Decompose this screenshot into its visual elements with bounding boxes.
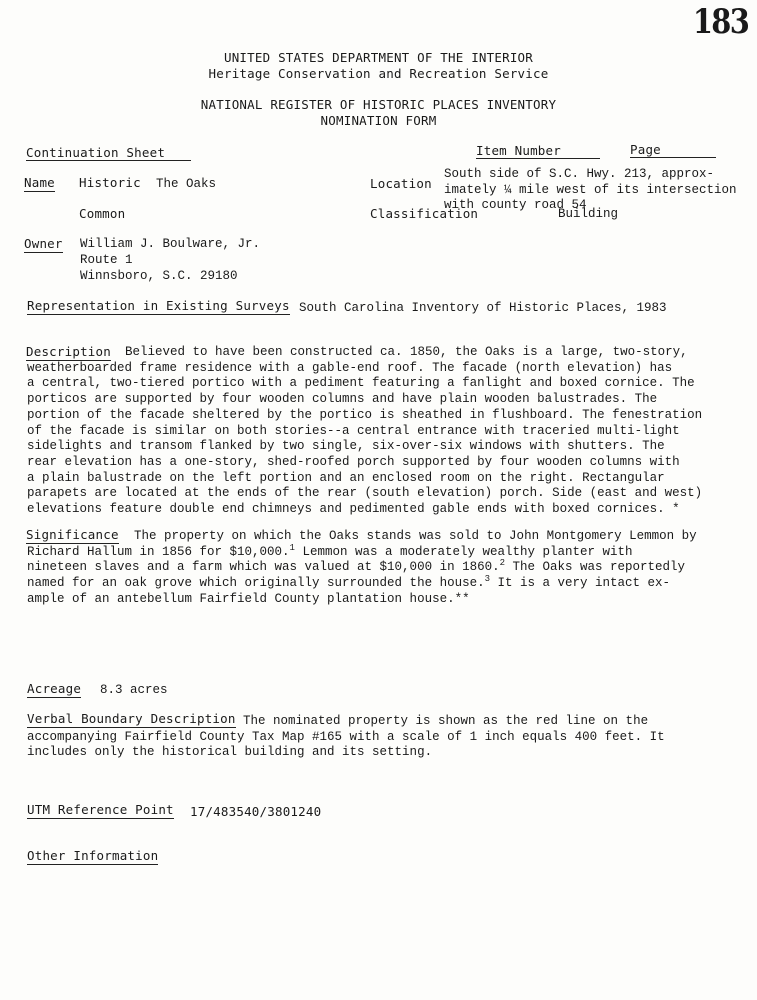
location-line-1: South side of S.C. Hwy. 213, approx- — [444, 167, 715, 181]
historic-name-value: The Oaks — [156, 177, 217, 191]
surveys-value: South Carolina Inventory of Historic Places, 1983 — [299, 301, 667, 315]
page-label: Page — [630, 142, 716, 158]
description-line: Believed to have been constructed ca. 1850, the Oaks is a large, two-story, — [125, 345, 688, 359]
description-line: parapets are located at the ends of the rear (south elevation) porch. Side (east and west) — [27, 486, 703, 501]
item-number-label: Item Number — [476, 143, 600, 159]
classification-value: Building — [558, 207, 619, 221]
description-line: porticos are supported by four wooden columns and have plain wooden balustrades. The — [27, 392, 658, 407]
location-line-2: imately ¼ mile west of its intersection — [444, 183, 737, 197]
significance-line: named for an oak grove which originally surrounded the house.$^3$ It is a very intact ex- — [27, 573, 671, 591]
boundary-label: Verbal Boundary Description — [27, 711, 236, 726]
utm-value: 17/483540/3801240 — [190, 804, 322, 819]
description-line: a central, two-tiered portico with a pediment featuring a fanlight and boxed cornice. The — [27, 376, 695, 391]
description-line: of the facade is similar on both stories--a central entrance with traceried multi-light — [27, 423, 680, 438]
significance-line: Richard Hallum in 1856 for $10,000.$^1$ Lemmon was a moderately wealthy planter with — [27, 542, 633, 559]
description-line: sidelights and transom flanked by two single, six-over-six windows with shutters. The — [27, 439, 665, 454]
description-line: a plain balustrade on the left portion and an enclosed room on the right. Rectangular — [27, 470, 665, 485]
other-information-label: Other Information — [27, 848, 159, 863]
description-text — [27, 345, 702, 518]
owner-name: William J. Boulware, Jr. — [80, 237, 261, 251]
significance-line: nineteen slaves and a farm which was valued at $10,000 in 1860.$^2$ The Oaks was reportedly — [27, 558, 686, 575]
header-service: Heritage Conservation and Recreation Service — [208, 66, 549, 81]
boundary-text — [27, 714, 665, 761]
acreage-value: 8.3 acres — [100, 683, 168, 697]
header-form-title: NOMINATION FORM — [320, 113, 437, 128]
handwritten-page-number: 183 — [692, 2, 749, 42]
location-label: Location — [370, 176, 432, 191]
description-line: weatherboarded frame residence with a gable-end roof. The facade (north elevation) has — [27, 360, 673, 375]
owner-route: Route 1 — [80, 253, 133, 267]
boundary-line: accompanying Fairfield County Tax Map #165 with a scale of 1 inch equals 400 feet. It — [27, 729, 665, 744]
common-label: Common — [79, 206, 126, 221]
continuation-sheet-label: Continuation Sheet — [26, 145, 191, 161]
header-department: UNITED STATES DEPARTMENT OF THE INTERIOR — [223, 50, 534, 65]
location-line-3: with county road 54 — [444, 198, 587, 212]
footnote-2: 2 — [499, 558, 505, 569]
boundary-line: includes only the historical building and its setting. — [27, 745, 433, 760]
description-line: elevations feature double end chimneys and pedimented gable ends with boxed cornices. * — [27, 502, 680, 517]
significance-line: The property on which the Oaks stands was sold to John Montgomery Lemmon by — [134, 529, 697, 543]
description-line: rear elevation has a one-story, shed-roofed porch supported by four wooden columns with — [27, 454, 680, 469]
description-line: portion of the facade sheltered by the portico is sheathed in flushboard. The fenestration — [27, 407, 703, 422]
description-label: Description — [26, 344, 111, 359]
surveys-label: Representation in Existing Surveys — [27, 298, 290, 313]
significance-label: Significance — [26, 527, 119, 542]
significance-line: ample of an antebellum Fairfield County plantation house.** — [27, 591, 470, 606]
boundary-line: The nominated property is shown as the red line on the — [243, 714, 649, 728]
footnote-1: 1 — [289, 542, 295, 553]
classification-label: Classification — [370, 206, 479, 221]
owner-label: Owner — [24, 236, 63, 251]
historic-label: Historic — [79, 175, 141, 190]
owner-city: Winnsboro, S.C. 29180 — [80, 269, 238, 283]
acreage-label: Acreage — [27, 681, 82, 696]
name-label: Name — [24, 175, 55, 190]
footnote-3: 3 — [484, 573, 490, 584]
significance-text — [27, 529, 697, 608]
utm-label: UTM Reference Point — [27, 802, 174, 817]
header-register: NATIONAL REGISTER OF HISTORIC PLACES INVENTORY — [200, 97, 557, 112]
